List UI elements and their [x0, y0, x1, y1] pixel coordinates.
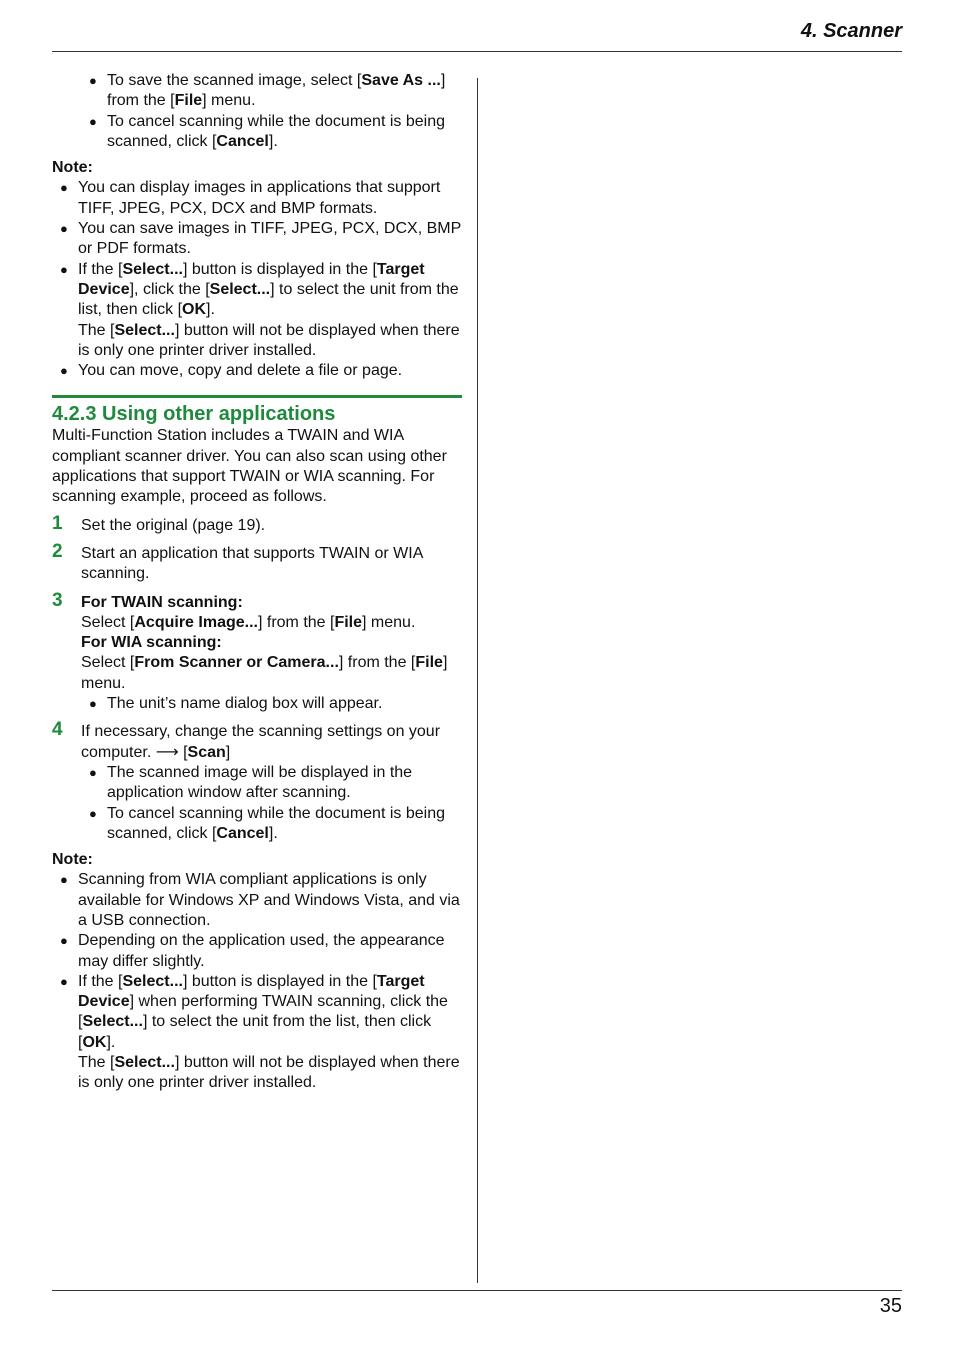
bullet-icon: ●	[89, 73, 97, 88]
footer-rule	[52, 1290, 902, 1291]
step-number: 4	[52, 719, 63, 741]
bullet-icon: ●	[60, 180, 68, 196]
left-column	[52, 71, 462, 1094]
step-number: 1	[52, 512, 63, 534]
list-item: ● Scanning from WIA compliant applications is only available for Windows XP and Windows Vista, and via a USB connection.	[60, 871, 460, 929]
list-item: ● If the [Select...] button is displayed in the [Target Device], click the [Select...] to select the unit from the list, then click [OK]. The [Select...] button will not be displayed when there is only one printer driver installed.	[60, 260, 460, 359]
menu-item-ref: Save As ...	[361, 72, 441, 89]
step-2: 2 Start an application that supports TWAIN or WIA scanning.	[52, 540, 423, 583]
list-item: ● You can move, copy and delete a file or page.	[78, 361, 462, 381]
list-item: ● Depending on the application used, the appearance may differ slightly.	[60, 932, 445, 970]
section-heading: 4.2.3 Using other applications	[52, 395, 462, 426]
bullet-icon: ●	[89, 696, 97, 712]
bullet-icon: ●	[89, 113, 97, 129]
wia-label: For WIA scanning:	[81, 634, 222, 652]
list-item: ● If the [Select...] button is displayed in the [Target Device] when performing TWAIN scanning, click the [Select...] to select the unit from the list, then click [OK]. The [Select...] button will not be displayed when there is only one printer driver installed.	[60, 972, 460, 1092]
button-ref: Cancel	[216, 132, 269, 150]
note-list	[60, 178, 462, 381]
step-number: 3	[52, 589, 63, 611]
step-4: 4 If necessary, change the scanning settings on your computer. ⟶ [Scan] ● The scanned image will be displayed in the application window after scanning. ● To cancel scanning while the document is being scanned, click [Cancel].	[52, 722, 462, 844]
arrow-icon: ⟶	[155, 743, 179, 761]
list-item: ● To cancel scanning while the document is being scanned, click [Cancel].	[89, 112, 445, 150]
step-1: 1 Set the original (page 19).	[52, 512, 266, 534]
bullet-icon: ●	[60, 933, 68, 949]
header-rule	[52, 51, 902, 52]
list-item: ● The scanned image will be displayed in the application window after scanning.	[89, 763, 413, 802]
bullet-icon: ●	[60, 261, 68, 277]
note-label: Note:	[52, 159, 93, 177]
twain-label: For TWAIN scanning:	[81, 593, 243, 611]
bullet-icon: ●	[89, 764, 97, 780]
list-item: ● You can display images in applications that support TIFF, JPEG, PCX, DCX and BMP formats.	[60, 179, 441, 217]
section-intro: Multi-Function Station includes a TWAIN and WIA compliant scanner driver. You can also scan using other applications that support TWAIN or WIA scanning. For scanning example, proceed as follows.	[52, 427, 447, 506]
note-list	[60, 870, 462, 1093]
column-divider	[477, 78, 478, 1283]
menu-ref: File	[174, 92, 203, 110]
bullet-icon: ●	[60, 221, 68, 237]
step-3: 3 For TWAIN scanning: Select [Acquire Image...] from the [File] menu. For WIA scanning: Select [From Scanner or Camera...] from the [File] menu. ● The unit’s name dialog box will appear.	[52, 593, 462, 715]
list-item: ● To save the scanned image, select [Save As ...] from the [File] menu.	[89, 72, 446, 110]
list-item: ● The unit’s name dialog box will appear.	[107, 694, 462, 714]
top-bullet-list	[89, 71, 462, 152]
list-item: ● To cancel scanning while the document is being scanned, click [Cancel].	[89, 804, 445, 842]
bullet-icon: ●	[60, 973, 68, 989]
note-label: Note:	[52, 851, 93, 869]
page-header-title: 4. Scanner	[800, 20, 902, 42]
bullet-icon: ●	[60, 363, 68, 379]
list-item: ● You can save images in TIFF, JPEG, PCX, DCX, BMP or PDF formats.	[60, 220, 461, 258]
bullet-icon: ●	[89, 805, 97, 821]
step-number: 2	[52, 540, 63, 562]
bullet-icon: ●	[60, 872, 68, 888]
page-number: 35	[879, 1295, 902, 1317]
